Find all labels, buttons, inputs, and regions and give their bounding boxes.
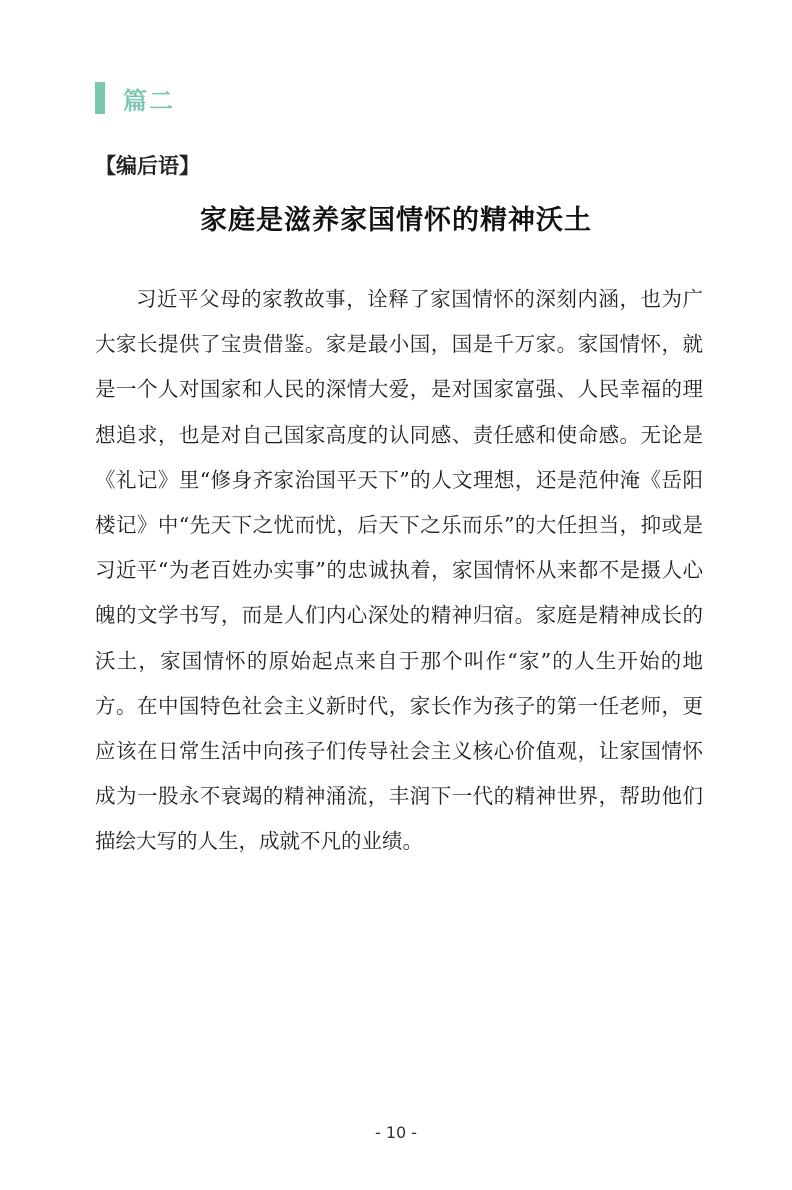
section-accent-bar (95, 82, 105, 114)
editor-note-label: 【编后语】 (95, 154, 200, 178)
article-title: 家庭是滋养家国情怀的精神沃土 (200, 205, 592, 236)
section-header (95, 82, 175, 114)
section-title: 篇二 (123, 86, 175, 115)
page-number: - 10 - (374, 1123, 418, 1142)
article-body: 习近平父母的家教故事，诠释了家国情怀的深刻内涵，也为广大家长提供了宝贵借鉴。家是最小国，国是千万家。家国情怀，就是一个人对国家和人民的深情大爱，是对国家富强、人民幸福的理想追求，也是对自己国家高度的认同感、责任感和使命感。无论是《礼记》里“修身齐家治国平天下”的人文理想，还是范仲淹《岳阳楼记》中“先天下之忧而忧，后天下之乐而乐”的大任担当，抑或是习近平“为老百姓办实事”的忠诚执着，家国情怀从来都不是摄人心魄的文学书写，而是人们内心深处的精神归宿。家庭是精神成长的沃土，家国情怀的原始起点来自于那个叫作“家”的人生开始的地方。在中国特色社会主义新时代，家长作为孩子的第一任老师，更应该在日常生活中向孩子们传导社会主义核心价值观，让家国情怀成为一股永不衰竭的精神涌流，丰润下一代的精神世界，帮助他们描绘大写的人生，成就不凡的业绩。 (95, 287, 703, 854)
